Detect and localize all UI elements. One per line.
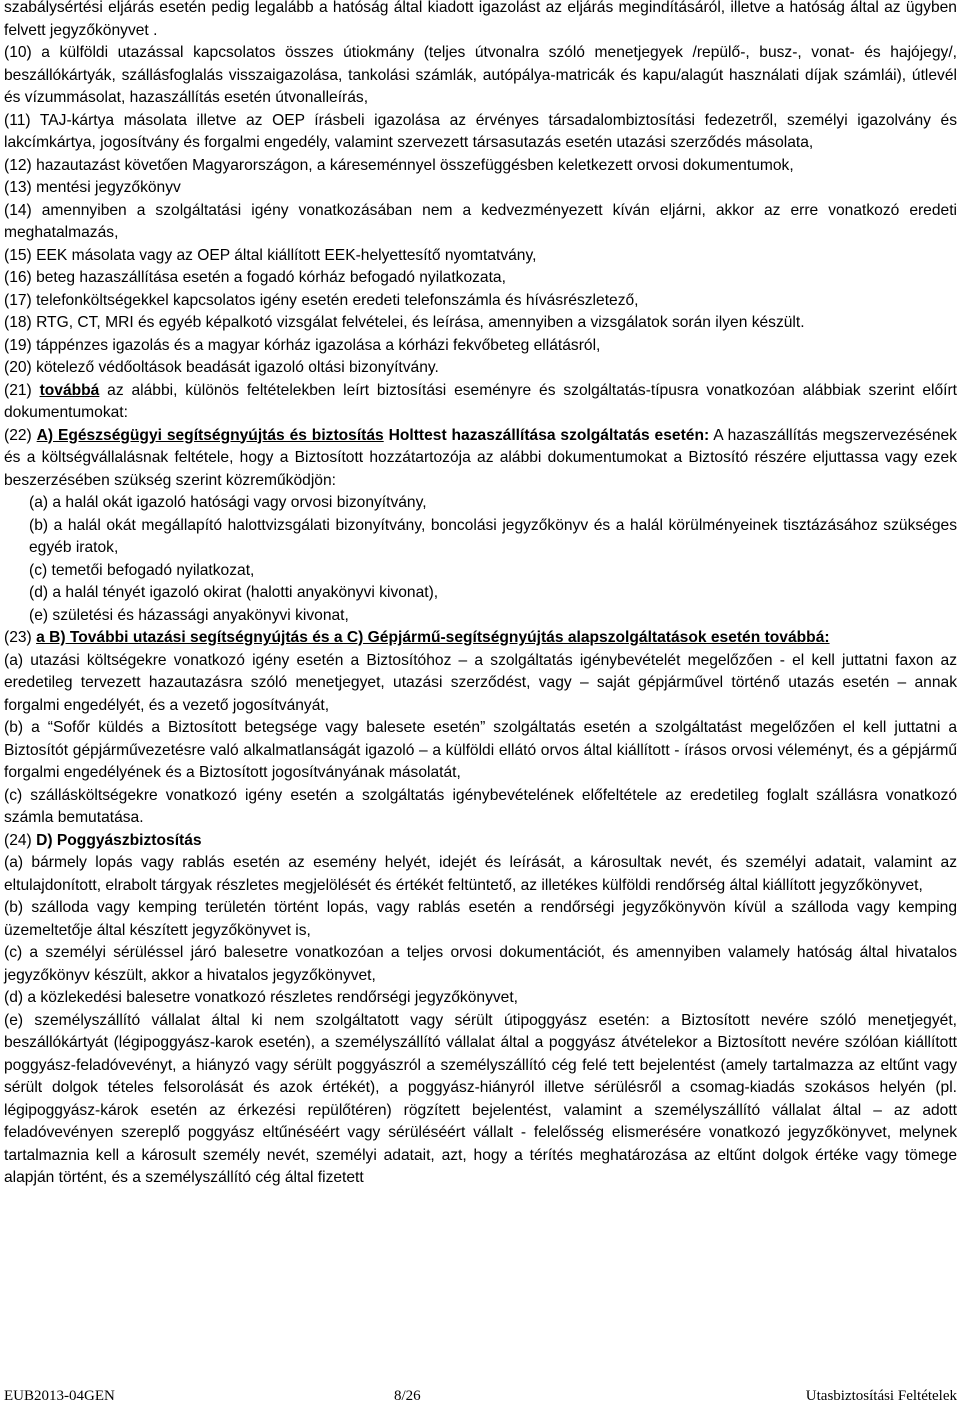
paragraph-21-number: (21) xyxy=(4,381,40,399)
section-d-title: D) Poggyászbiztosítás xyxy=(36,831,202,849)
document-body xyxy=(4,0,957,1190)
list-item: (a) utazási költségekre vonatkozó igény esetén a Biztosítóhoz – a szolgáltatás igénybevételét megelőzően - el kell juttatni faxon az eredetileg tervezett hazautazásra szóló menetjegyet, utazási szerződést, vagy – saját gépjárművel történő utazás esetén – annak forgalmi engedélyét, és a vezető jogosítványát, xyxy=(4,651,957,714)
list-item: (a) bármely lopás vagy rablás esetén az esemény helyét, idejét és leírását, a károsultak nevét, és személyi adatait, valamint az eltulajdonított, elrabolt tárgyak részletes megjelölését és értékét feltüntető, az illetékes külföldi rendőrség által kiállított jegyzőkönyvet, xyxy=(4,854,957,894)
paragraph-14: (14) amennyiben a szolgáltatási igény vonatkozásában nem a kedvezményezett kíván eljárni, akkor az erre vonatkozó eredeti meghatalmazás, xyxy=(4,201,957,241)
paragraph-10: (10) a külföldi utazással kapcsolatos összes útiokmány (teljes útvonalra szóló menetjegyek /repülő-, busz-, vonat- és hajójegy/, beszállókártyák, szállásfoglalás visszaigazolása, tankolási számlák, autópálya-matricák és kapu/alagút használati díjak számlái), útlevél és vízummásolat, hazaszállítás esetén útvonalleírás, xyxy=(4,44,957,106)
paragraph-23-number: (23) xyxy=(4,629,37,646)
list-item: (c) temetői befogadó nyilatkozat, xyxy=(29,561,255,579)
list-item: (b) a halál okát megállapító halottvizsgálati bizonyítvány, boncolási jegyzőkönyv és a halál körülményeinek tisztázásához szükséges egyéb iratok, xyxy=(29,516,957,556)
paragraph-22 xyxy=(4,425,957,493)
paragraph-24 xyxy=(4,830,957,853)
list-item: (d) a közlekedési balesetre vonatkozó részletes rendőrségi jegyzőkönyvet, xyxy=(4,989,518,1006)
document-title: Utasbiztosítási Feltételek xyxy=(805,1388,957,1404)
list-item: (c) szállásköltségekre vonatkozó igény esetén a szolgáltatás igénybevételének előfeltétele az eredetileg foglalt szállásra vonatkozó számla bemutatása. xyxy=(4,786,957,826)
paragraph-23 xyxy=(4,627,957,650)
paragraph-13: (13) mentési jegyzőkönyv xyxy=(4,179,181,196)
paragraph-21-text: az alábbi, különös feltételekben leírt biztosítási eseményre és szolgáltatás-típusra vonatkozóan alábbiak szerint előírt dokumentumokat: xyxy=(4,381,957,421)
list-item: (d) a halál tényét igazoló okirat (halotti anyakönyvi kivonat), xyxy=(29,584,439,601)
paragraph-16: (16) beteg hazaszállítása esetén a fogadó kórház befogadó nyilatkozata, xyxy=(4,269,506,286)
page-number: 8/26 xyxy=(394,1388,421,1404)
paragraph-intro: szabálysértési eljárás esetén pedig legalább a hatóság által kiadott igazolást az eljárás megindításáról, illetve a hatóság által az ügyben felvett jegyzőkönyvet . xyxy=(4,0,957,39)
paragraph-19: (19) táppénzes igazolás és a magyar kórház igazolása a kórházi fekvőbeteg ellátásról, xyxy=(4,336,601,354)
list-item: (b) a “Sofőr küldés a Biztosított betegsége vagy balesete esetén” szolgáltatás esetén a szolgáltatást megelőzően el kell juttatni a Biztosítót gépjárművezetésre való alkalmatlanságát igazoló – a külföldi ellátó orvos által kiállított - írásos orvosi véleményt, és a gépjármű forgalmi engedélyének és a Biztosított jogosítványának másolatát, xyxy=(4,719,957,781)
document-code: EUB2013-04GEN xyxy=(4,1388,115,1404)
list-item: (e) születési és házassági anyakönyvi kivonat, xyxy=(29,606,349,624)
paragraph-24-number: (24) xyxy=(4,831,37,849)
paragraph-20: (20) kötelező védőoltások beadását igazoló oltási bizonyítvány. xyxy=(4,359,439,376)
list-item: (b) szálloda vagy kemping területén történt lopás, vagy rablás esetén a rendőrségi jegyzőkönyvön kívül a szálloda vagy kemping üzemeltetője által készített jegyzőkönyvet is, xyxy=(4,899,957,939)
paragraph-12: (12) hazautazást követően Magyarországon, a káreseménnyel összefüggésben keletkezett orvosi dokumentumok, xyxy=(4,156,794,174)
paragraph-17: (17) telefonköltségekkel kapcsolatos igény esetén eredeti telefonszámla és hívásrészletező, xyxy=(4,291,639,309)
page-footer xyxy=(4,1388,957,1408)
paragraph-22-number: (22) xyxy=(4,426,37,444)
list-item: (a) a halál okát igazoló hatósági vagy orvosi bizonyítvány, xyxy=(29,494,427,511)
paragraph-11: (11) TAJ-kártya másolata illetve az OEP írásbeli igazolása az érvényes társadalombiztosítási fedezetről, személyi igazolvány és lakcímkártya, jogosítvány és forgalmi engedély, valamint szervezett társasutazás esetén utazási szerződés másolata, xyxy=(4,111,957,151)
list-item: (e) személyszállító vállalat által ki nem szolgáltatott vagy sérült útipoggyász esetén: a Biztosított nevére szóló menetjegyét, beszállókártyát (légipoggyász-karok esetén), a személyszállító vállalat által a poggyász átvételekor a Biztosított nevére szólóan kiállított poggyász-feladóvevényt, a hiányzó vagy sérült poggyászról a személyszállító cég felé tett bejelentést (amely tartalmazza az eltűnt vagy sérült dolgok tételes felsorolását és azok értékét), a poggyász-hiányról illetve sérülésről a csomag-kiadás szokásos helyén (pl. légipoggyász-károk esetén az érkezési repülőtéren) rögzített bejelentést, valamint a személyszállító vállalat által – az adott feladóvevényen szereplő poggyász eltűnéséért vagy sérüléséért vállalt - felelősség elismerésére vonatkozó jegyzőkönyvet, melynek tartalmaznia kell a károsult személy nevét, személyi adatait, azt, hogy a térítés meghatározása az eltűnt dolgok értéke vagy tömege alapján történt, és a személyszállító cég által fizetett xyxy=(4,1011,957,1186)
paragraph-15: (15) EEK másolata vagy az OEP által kiállított EEK-helyettesítő nyomtatvány, xyxy=(4,246,537,264)
section-a-title: A) Egészségügyi segítségnyújtás és biztosítás xyxy=(36,426,384,444)
list-item: (c) a személyi sérüléssel járó balesetre vonatkozóan a teljes orvosi dokumentációt, és amennyiben valamely hatóság által hivatalos jegyzőkönyv készült, akkor a hivatalos jegyzőkönyvet, xyxy=(4,944,957,984)
paragraph-18: (18) RTG, CT, MRI és egyéb képalkotó vizsgálat felvételei, és leírása, amennyiben a vizsgálatok során ilyen készült. xyxy=(4,314,805,331)
section-a-subtitle: Holttest hazaszállítása szolgáltatás esetén: xyxy=(383,426,710,444)
paragraph-21 xyxy=(4,380,957,425)
paragraph-22-text: A hazaszállítás megszervezésének és a költségvállalásnak feltétele, hogy a Biztosított hozzátartozója az alábbi dokumentumokat a Biztosító részére eljuttassa vagy ezek beszerzésében szükség szerint közreműködjön: xyxy=(4,426,957,489)
paragraph-21-emphasis: továbbá xyxy=(39,381,100,399)
section-bc-title: a B) További utazási segítségnyújtás és a C) Gépjármű-segítségnyújtás alapszolgáltatások esetén továbbá: xyxy=(36,629,830,646)
